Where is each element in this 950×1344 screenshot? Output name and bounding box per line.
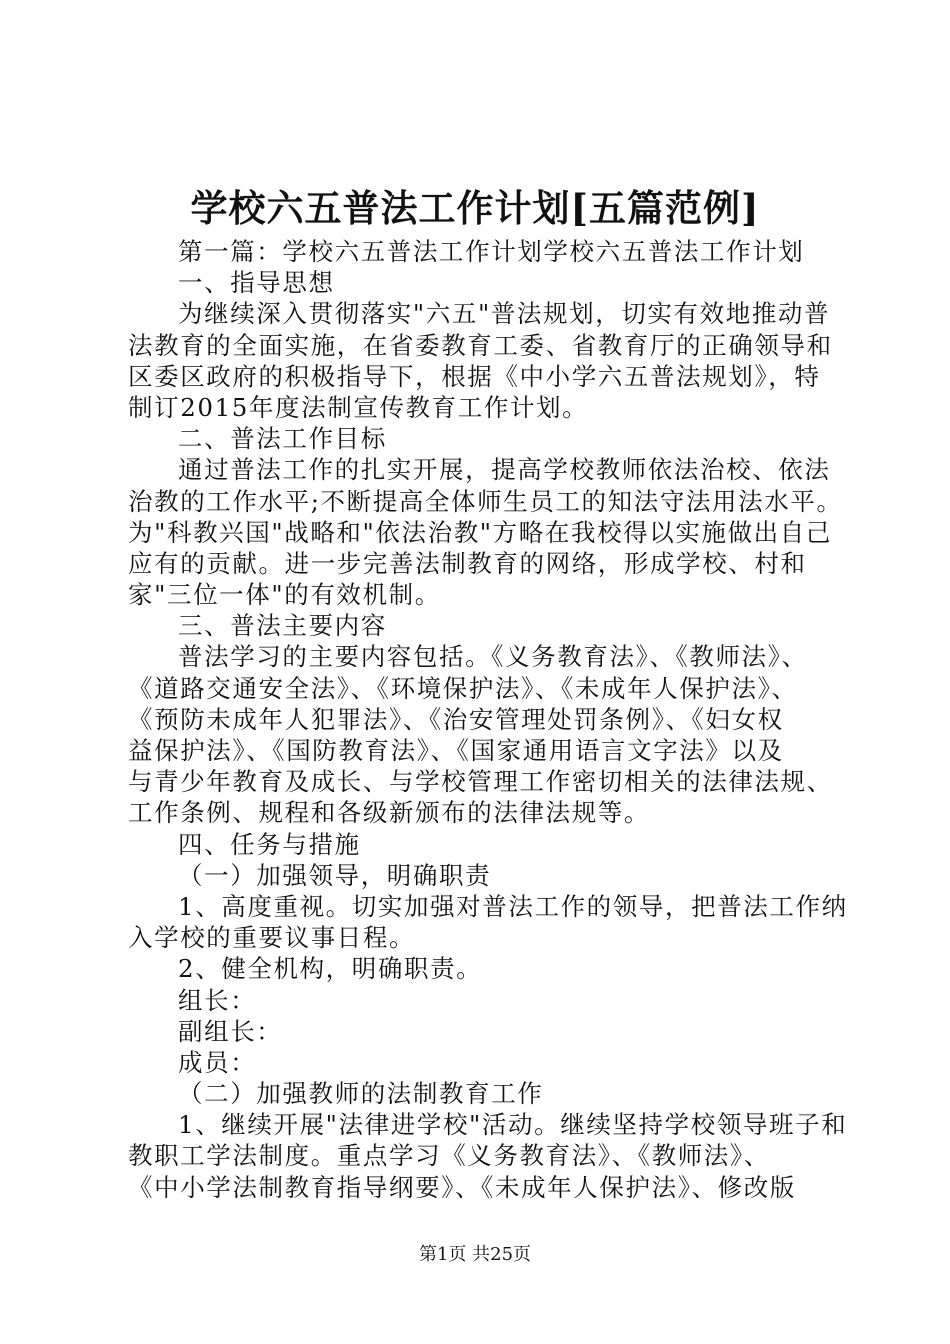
- text-line: 制订2015年度法制宣传教育工作计划。: [128, 392, 589, 422]
- text-line: 《道路交通安全法》、《环境保护法》、《未成年人保护法》、: [128, 673, 798, 703]
- text-line: 与青少年教育及成长、与学校管理工作密切相关的法律法规、: [128, 767, 833, 797]
- text-line: 《中小学法制教育指导纲要》、《未成年人保护法》、修改版: [128, 1172, 796, 1202]
- text-line: 通过普法工作的扎实开展，提高学校教师依法治校、依法: [178, 455, 831, 485]
- text-line: （一）加强领导，明确职责: [178, 860, 492, 890]
- page-footer: 第1页 共25页: [418, 1244, 532, 1265]
- text-line: 治教的工作水平;不断提高全体师生员工的知法守法用法水平。: [128, 486, 843, 516]
- text-line: 入学校的重要议事日程。: [128, 923, 416, 953]
- text-line: 组长：: [178, 985, 257, 1015]
- text-line: 普法学习的主要内容包括。《义务教育法》、《教师法》、: [178, 642, 808, 672]
- text-line: 家"三位一体"的有效机制。: [128, 580, 441, 610]
- text-line: 《预防未成年人犯罪法》、《治安管理处罚条例》、《妇女权: [128, 704, 784, 734]
- text-line: 应有的贡献。进一步完善法制教育的网络，形成学校、村和: [128, 548, 807, 578]
- document-title: 学校六五普法工作计划[五篇范例]: [190, 186, 760, 230]
- text-line: （二）加强教师的法制教育工作: [178, 1079, 544, 1109]
- text-line: 三、普法主要内容: [178, 611, 387, 641]
- text-line: 2、健全机构，明确职责。: [178, 954, 483, 984]
- text-line: 1、继续开展"法律进学校"活动。继续坚持学校领导班子和: [178, 1110, 848, 1140]
- text-line: 成员：: [178, 1047, 257, 1077]
- text-line: 工作条例、规程和各级新颁布的法律法规等。: [128, 798, 650, 828]
- text-line: 为"科教兴国"战略和"依法治教"方略在我校得以实施做出自己: [128, 517, 832, 547]
- text-line: 区委区政府的积极指导下，根据《中小学六五普法规划》，特: [128, 361, 821, 391]
- text-line: 益保护法》、《国防教育法》、《国家通用语言文字法》以及: [128, 736, 784, 765]
- text-line: 教职工学法制度。重点学习《义务教育法》、《教师法》、: [128, 1141, 770, 1171]
- text-line: 副组长：: [178, 1016, 283, 1046]
- text-line: 为继续深入贯彻落实"六五"普法规划，切实有效地推动普: [178, 299, 831, 329]
- text-line: 二、普法工作目标: [178, 424, 387, 454]
- text-line: 1、高度重视。切实加强对普法工作的领导，把普法工作纳: [178, 891, 848, 921]
- text-line: 四、任务与措施: [178, 829, 361, 859]
- text-line: 一、指导思想: [178, 268, 335, 298]
- document-body: [128, 236, 848, 1203]
- text-line: 第一篇：学校六五普法工作计划学校六五普法工作计划: [178, 237, 805, 266]
- text-line: 法教育的全面实施，在省委教育工委、省教育厅的正确领导和: [128, 330, 833, 360]
